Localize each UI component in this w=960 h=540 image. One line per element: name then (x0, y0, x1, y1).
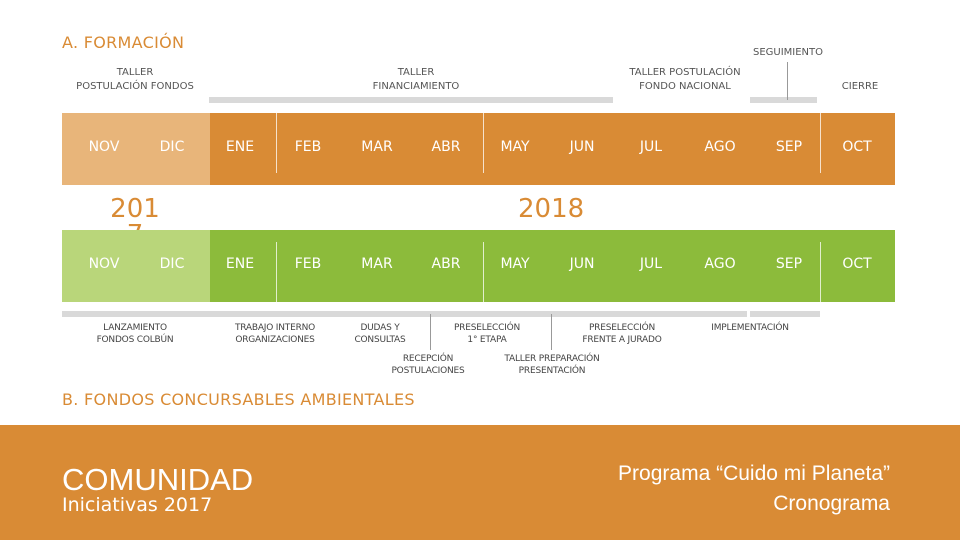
seguimiento-marker (787, 62, 788, 100)
year-2018: 2018 (518, 194, 585, 224)
month-ago: AGO (704, 256, 736, 272)
label-line: POSTULACIONES (391, 366, 465, 376)
month-may: MAY (500, 139, 530, 155)
row-divider (820, 242, 821, 302)
row-divider (483, 113, 484, 173)
label-line: PRESELECCIÓN (453, 323, 521, 333)
footer-programa (530, 459, 890, 519)
label-line: TALLER (116, 67, 154, 78)
month-dic: DIC (159, 139, 185, 155)
top-bar-formacion (209, 97, 613, 103)
footer-comunidad: COMUNIDAD (62, 462, 254, 497)
month-abr: ABR (431, 256, 461, 272)
footer-programa-line1: Programa “Cuido mi Planeta” (618, 462, 890, 485)
row-divider (276, 242, 277, 302)
month-jul: JUL (639, 139, 663, 155)
label-line: 1° ETAPA (467, 335, 507, 345)
label-line: FONDO NACIONAL (639, 81, 731, 92)
label-line: FINANCIAMIENTO (372, 81, 460, 92)
label-line: TRABAJO INTERNO (234, 323, 316, 333)
row-divider (820, 113, 821, 173)
month-ene: ENE (225, 139, 255, 155)
month-mar: MAR (361, 256, 393, 272)
section-b-title: B. FONDOS CONCURSABLES AMBIENTALES (62, 390, 415, 409)
month-nov: NOV (88, 139, 120, 155)
bottom-bar-lanzamiento (62, 311, 747, 317)
label-recepcion (378, 353, 478, 377)
label-taller-postulacion-fondos (62, 66, 208, 94)
label-line: RECEPCIÓN (402, 354, 454, 364)
month-ene: ENE (225, 256, 255, 272)
label-trabajo-interno (220, 322, 330, 346)
month-may: MAY (500, 256, 530, 272)
label-line: PRESENTACIÓN (518, 366, 586, 376)
month-jun: JUN (569, 256, 595, 272)
month-jul: JUL (639, 256, 663, 272)
year-2017-line1: 201 (110, 194, 160, 224)
taller-prep-marker (551, 314, 552, 350)
footer-programa-line2: Cronograma (773, 492, 890, 515)
label-taller-preparacion (497, 353, 607, 377)
recepcion-marker (430, 314, 431, 350)
label-line: POSTULACIÓN FONDOS (76, 81, 194, 92)
month-oct: OCT (842, 139, 872, 155)
label-preseleccion-2 (567, 322, 677, 346)
month-oct: OCT (842, 256, 872, 272)
row-divider (276, 113, 277, 173)
row-divider (483, 242, 484, 302)
label-line: LANZAMIENTO (103, 323, 167, 333)
label-line: ORGANIZACIONES (235, 335, 315, 345)
label-line: TALLER POSTULACIÓN (629, 67, 741, 78)
label-lanzamiento (80, 322, 190, 346)
label-line: FRENTE A JURADO (582, 335, 662, 345)
month-dic: DIC (159, 256, 185, 272)
footer-iniciativas: Iniciativas 2017 (62, 494, 213, 516)
label-implementacion: IMPLEMENTACIÓN (711, 323, 789, 333)
month-sep: SEP (775, 256, 803, 272)
month-nov: NOV (88, 256, 120, 272)
timeline-row-formacion (62, 113, 895, 185)
label-seguimiento: SEGUIMIENTO (752, 47, 824, 58)
month-feb: FEB (294, 139, 322, 155)
top-bar-seguimiento (750, 97, 817, 103)
label-preseleccion-1 (437, 322, 537, 346)
month-abr: ABR (431, 139, 461, 155)
timeline-row-fondos (62, 230, 895, 302)
bottom-bar-implementacion (750, 311, 820, 317)
month-ago: AGO (704, 139, 736, 155)
label-cierre: CIERRE (841, 81, 879, 92)
label-line: DUDAS Y (360, 323, 400, 333)
label-line: CONSULTAS (354, 335, 406, 345)
month-mar: MAR (361, 139, 393, 155)
footer-band (0, 425, 960, 540)
month-jun: JUN (569, 139, 595, 155)
label-taller-financiamiento (346, 66, 486, 94)
label-taller-postulacion-nacional (612, 66, 758, 94)
month-feb: FEB (294, 256, 322, 272)
section-a-title: A. FORMACIÓN (62, 33, 185, 52)
label-line: TALLER PREPARACIÓN (504, 354, 600, 364)
label-line: PRESELECCIÓN (588, 323, 656, 333)
label-line: FONDOS COLBÚN (96, 335, 174, 345)
label-line: TALLER (397, 67, 435, 78)
month-sep: SEP (775, 139, 803, 155)
label-dudas-consultas (340, 322, 420, 346)
